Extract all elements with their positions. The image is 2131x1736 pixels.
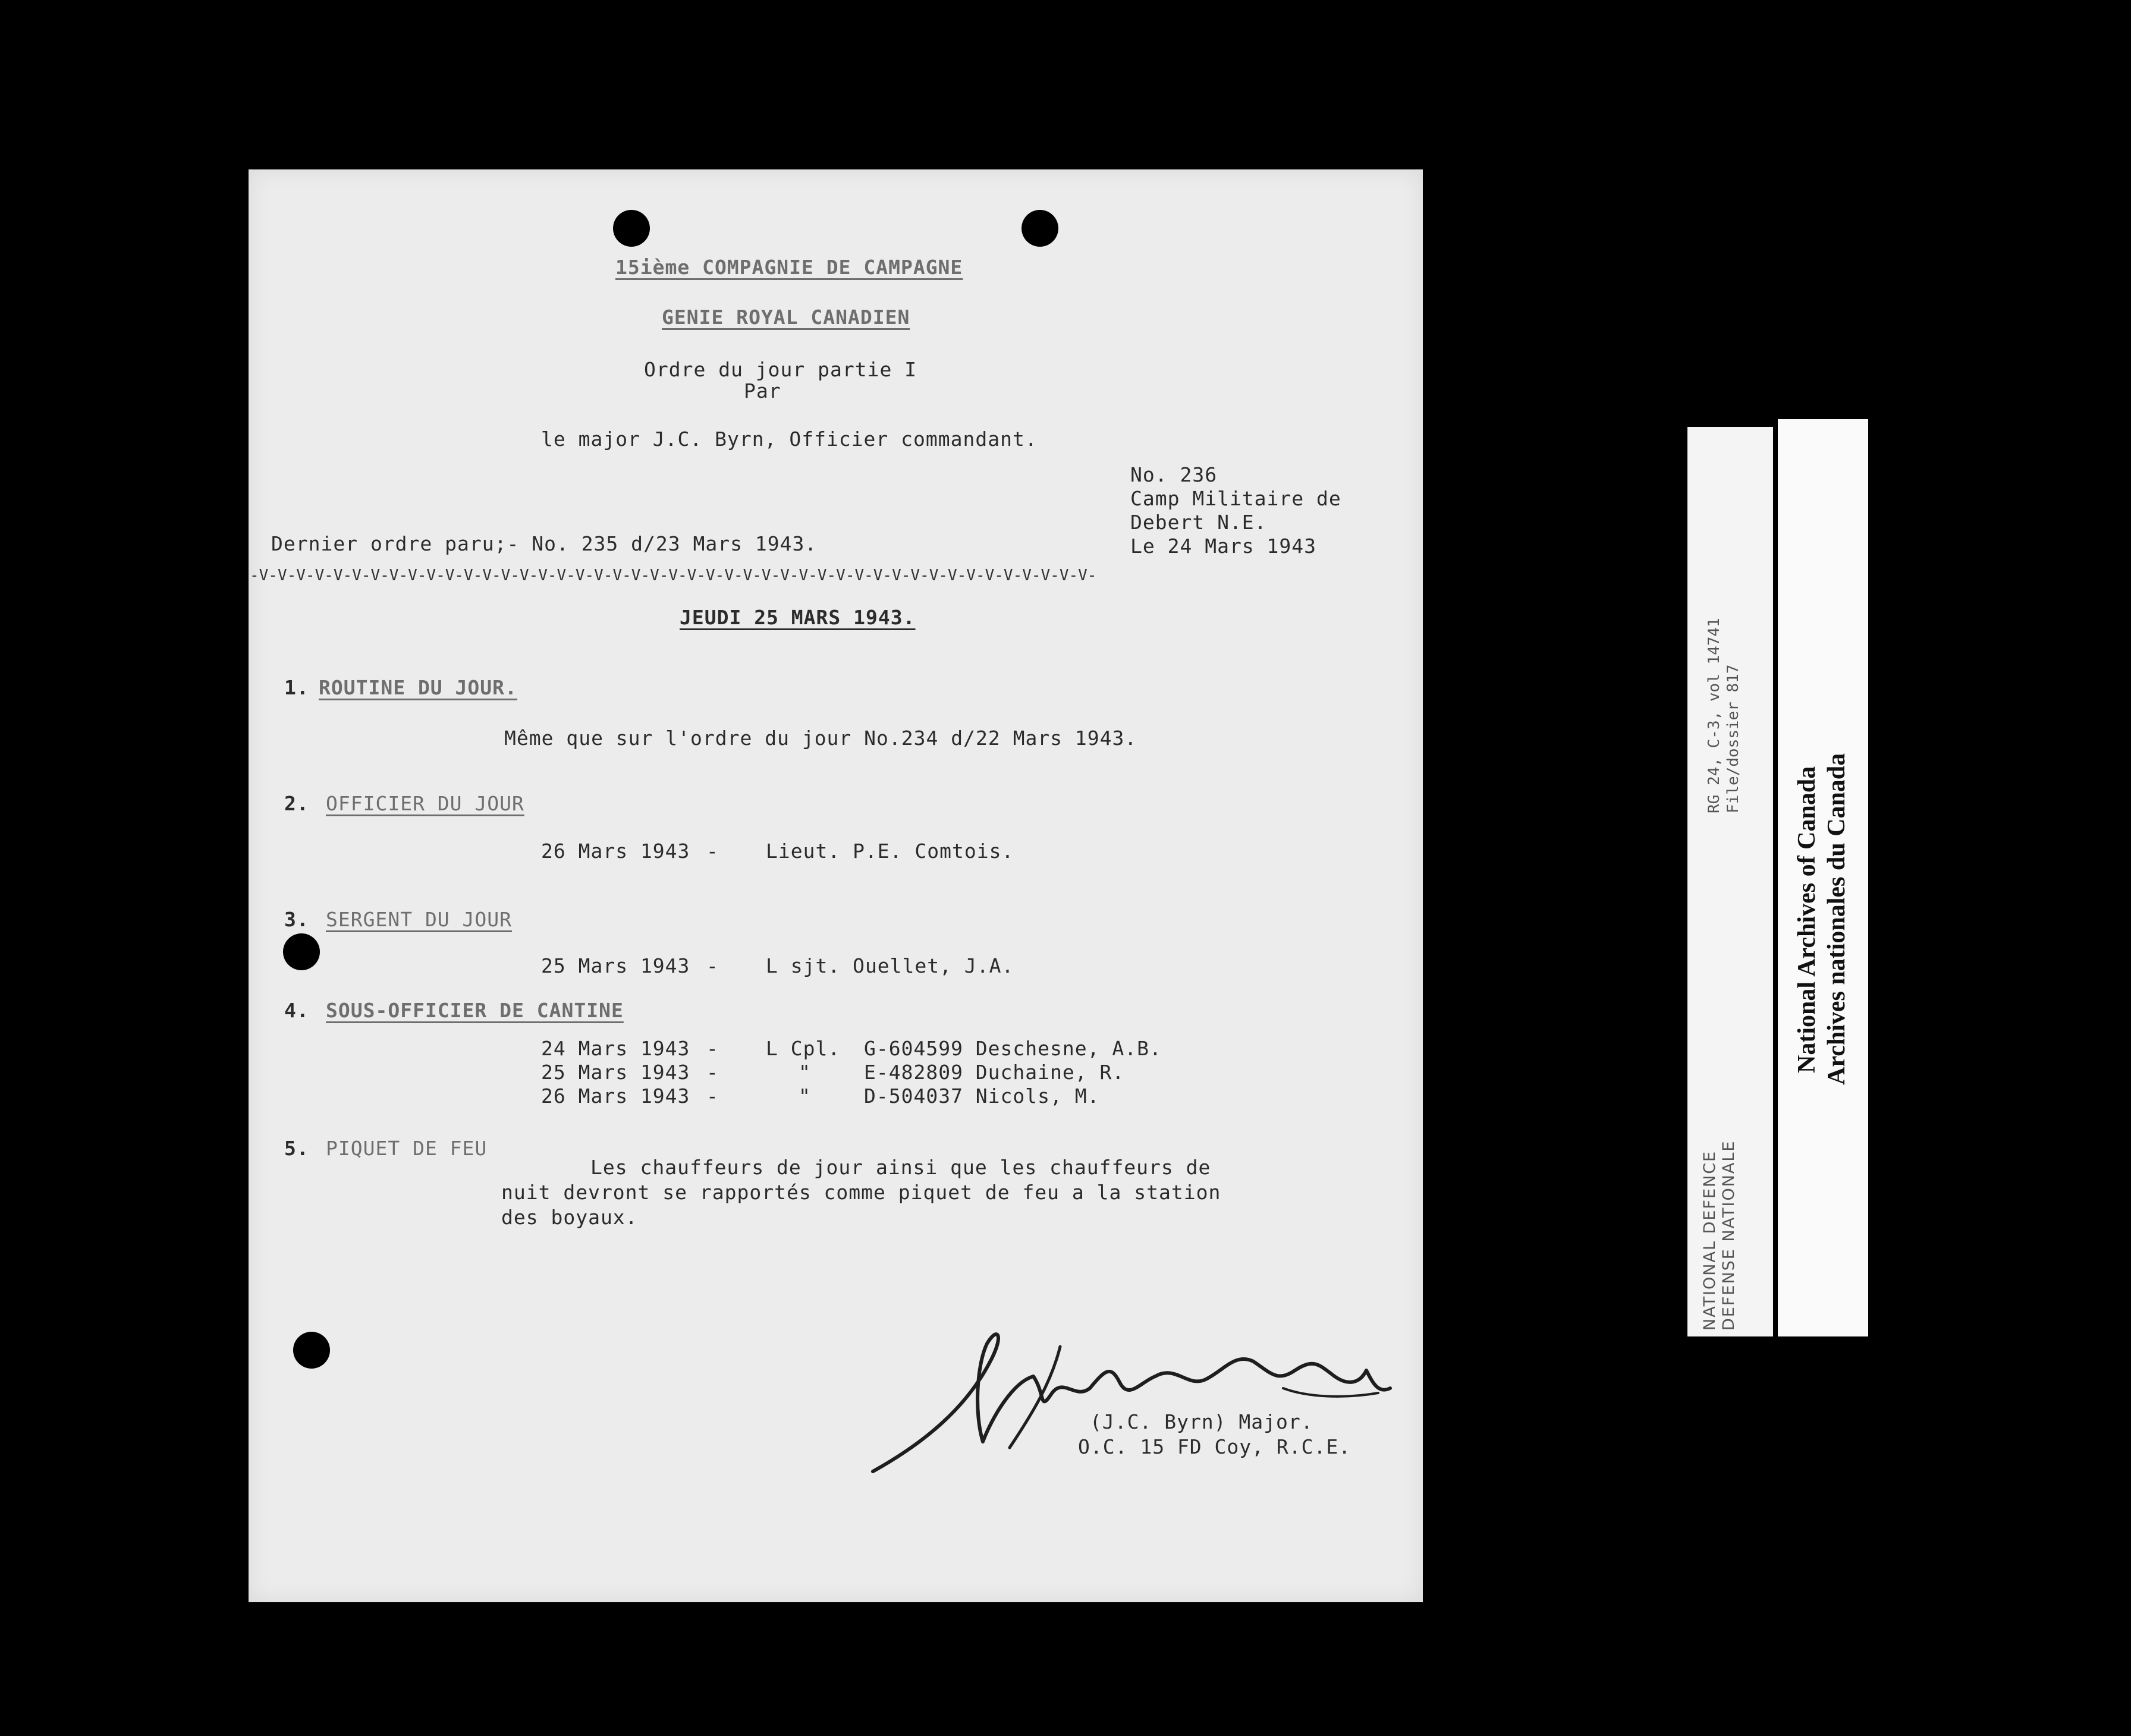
order-date: Le 24 Mars 1943 [1130, 534, 1317, 558]
section-4-row-3-rank: " [799, 1084, 811, 1108]
national-archives-label [1778, 419, 1868, 1336]
signature-title: O.C. 15 FD Coy, R.C.E. [1078, 1435, 1351, 1458]
section-5-line-1: Les chauffeurs de jour ainsi que les chauffeurs de [590, 1156, 1211, 1179]
section-3-date: 25 Mars 1943 [541, 954, 690, 977]
last-order-line: Dernier ordre paru;- No. 235 d/23 Mars 1943. [271, 532, 818, 555]
section-4-row-2-entry: E-482809 Duchaine, R. [864, 1061, 1125, 1084]
department-line-1: NATIONAL DEFENCE [1701, 1150, 1719, 1331]
punch-hole-bottom [293, 1332, 330, 1369]
section-3-title: SERGENT DU JOUR [326, 908, 513, 931]
section-4-title: SOUS-OFFICIER DE CANTINE [326, 999, 624, 1022]
reference-line-1: RG 24, C-3, vol 14741 [1705, 618, 1723, 813]
punch-hole-top-left [613, 210, 650, 247]
camp-line-1: Camp Militaire de [1130, 487, 1341, 510]
archives-name-en: National Archives of Canada [1793, 766, 1821, 1073]
section-4-row-1-date: 24 Mars 1943 [541, 1037, 690, 1060]
punch-hole-top-right [1022, 210, 1058, 247]
punch-hole-middle [283, 933, 320, 970]
section-5-line-3: des boyaux. [501, 1206, 638, 1229]
camp-line-2: Debert N.E. [1130, 511, 1267, 534]
section-2-entry: Lieut. P.E. Comtois. [766, 839, 1014, 863]
order-title: Ordre du jour partie I [644, 358, 917, 381]
section-3-number: 3. [284, 908, 309, 931]
archives-name-fr: Archives nationales du Canada [1823, 753, 1850, 1085]
officer-line: le major J.C. Byrn, Officier commandant. [541, 427, 1038, 451]
document-page [249, 169, 1423, 1602]
section-5-title: PIQUET DE FEU [326, 1137, 488, 1160]
section-5-line-2: nuit devront se rapportés comme piquet de feu a la station [501, 1181, 1221, 1204]
department-line-2: DEFENSE NATIONALE [1720, 1140, 1738, 1331]
section-4-row-1-rank: L Cpl. [766, 1037, 841, 1060]
section-2-date: 26 Mars 1943 [541, 839, 690, 863]
section-4-row-2-date: 25 Mars 1943 [541, 1061, 690, 1084]
unit-line: 15ième COMPAGNIE DE CAMPAGNE [615, 256, 963, 279]
section-1-text: Même que sur l'ordre du jour No.234 d/22 Mars 1943. [504, 727, 1137, 750]
section-4-number: 4. [284, 999, 309, 1022]
section-3-entry: L sjt. Ouellet, J.A. [766, 954, 1014, 977]
archive-reference-label [1687, 427, 1773, 1336]
order-number: No. 236 [1130, 463, 1218, 486]
order-par: Par [744, 379, 781, 402]
signature-name: (J.C. Byrn) Major. [1090, 1410, 1313, 1433]
corps-line: GENIE ROYAL CANADIEN [662, 306, 910, 329]
section-4-row-3-date: 26 Mars 1943 [541, 1084, 690, 1108]
day-heading: JEUDI 25 MARS 1943. [680, 606, 916, 629]
section-4-row-2-rank: " [799, 1061, 811, 1084]
section-4-row-1-entry: G-604599 Deschesne, A.B. [864, 1037, 1162, 1060]
section-1-number: 1. [284, 676, 309, 699]
section-4-row-3-entry: D-504037 Nicols, M. [864, 1084, 1100, 1108]
section-4-row-1-dash: - [706, 1037, 719, 1060]
handwritten-signature [855, 1293, 1426, 1489]
section-2-title: OFFICIER DU JOUR [326, 792, 524, 815]
section-3-dash: - [706, 954, 719, 977]
section-2-number: 2. [284, 792, 309, 815]
section-4-row-3-dash: - [706, 1084, 719, 1108]
reference-line-2: File/dossier 817 [1724, 664, 1742, 813]
separator-line: -V-V-V-V-V-V-V-V-V-V-V-V-V-V-V-V-V-V-V-V-V-V-V-V-V-V-V-V-V-V-V-V-V-V-V-V-V-V-V-V-V-V-V-V-V- [250, 567, 1097, 584]
section-5-number: 5. [284, 1137, 309, 1160]
section-4-row-2-dash: - [706, 1061, 719, 1084]
section-1-title: ROUTINE DU JOUR. [319, 676, 517, 699]
section-2-dash: - [706, 839, 719, 863]
